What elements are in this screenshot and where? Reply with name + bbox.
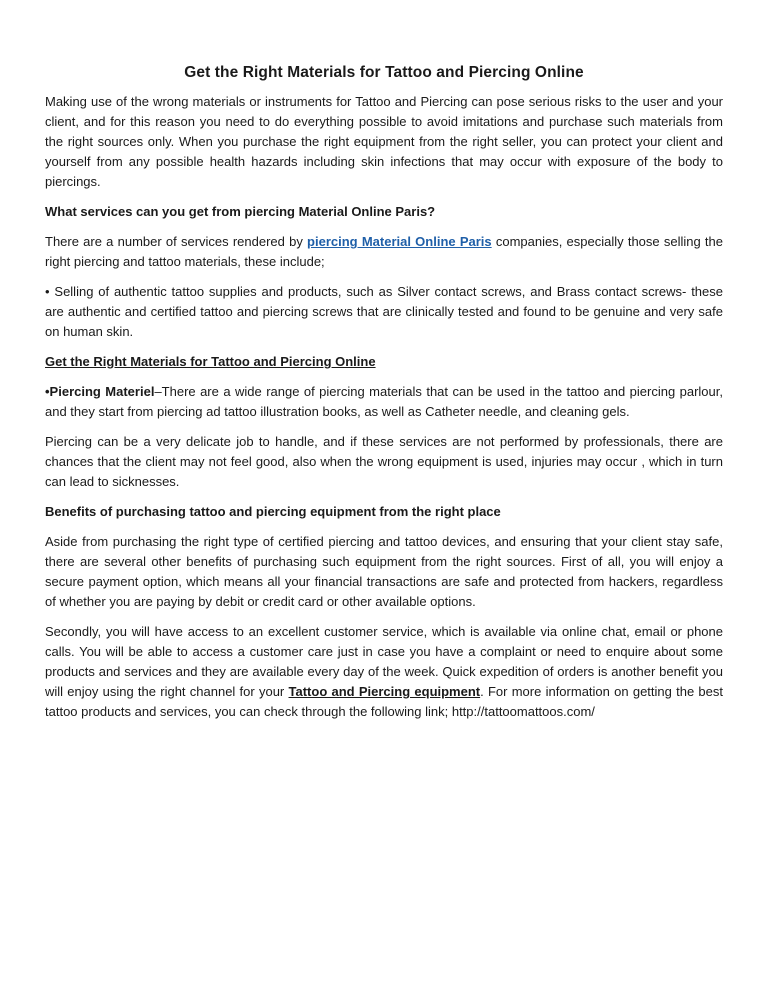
section-heading-services: What services can you get from piercing Material Online Paris? — [45, 204, 436, 219]
services-paragraph — [45, 232, 723, 272]
intro-paragraph: Making use of the wrong materials or instruments for Tattoo and Piercing can pose serious risks to the user and your client, and for this reason you need to do everything possible to avoid imitations and purchase such materials from the right sources only. When you purchase the right equipment from the right seller, you can protect your client and yourself from any possible health hazards including skin infections that may occur with exposure of the body to piercings. — [45, 94, 723, 189]
piercing-materiel-label: •Piercing Materiel — [45, 384, 155, 399]
document-title: Get the Right Materials for Tattoo and Piercing Online — [184, 64, 584, 81]
benefits-text-after: . For more information on getting the best tattoo products and services, you can check through the following link; http://tattoomattoos.com/ — [45, 684, 723, 719]
section-heading-materials: Get the Right Materials for Tattoo and Piercing Online — [45, 354, 376, 369]
benefits-paragraph-1: Aside from purchasing the right type of certified piercing and tattoo devices, and ensuring that your client stay safe, there are several other benefits of purchasing such equipment from the right sources. First of all, you will enjoy a secure payment option, which means all your financial transactions are safe and protected from hackers, regardless of whether you are paying by debit or credit card or other available options. — [45, 534, 723, 609]
benefits-text-before: Secondly, you will have access to an excellent customer service, which is available via online chat, email or phone calls. You will be able to access a customer care just in case you have a complaint or need to enquire about some products and services and they are available every day of the week. Quick expedition of orders is another benefit you will enjoy using the right channel for your — [45, 624, 723, 699]
tattoo-equipment-link[interactable]: Tattoo and Piercing equipment — [288, 684, 481, 699]
services-text-after: companies, especially those selling the right piercing and tattoo materials, these include; — [45, 234, 723, 269]
document-page — [45, 62, 723, 732]
section-heading-benefits: Benefits of purchasing tattoo and piercing equipment from the right place — [45, 504, 501, 519]
piercing-materiel-text: –There are a wide range of piercing materials that can be used in the tattoo and piercing parlour, and they start from piercing ad tattoo illustration books, as well as Catheter needle, and cleaning gels. — [45, 384, 723, 419]
piercing-material-link[interactable]: piercing Material Online Paris — [307, 234, 492, 249]
delicate-job-paragraph: Piercing can be a very delicate job to handle, and if these services are not performed by professionals, there are chances that the client may not feel good, also when the wrong equipment is used, injuries may occur , which in turn can lead to sicknesses. — [45, 434, 723, 489]
piercing-materiel-bullet — [45, 382, 723, 422]
screws-bullet: • Selling of authentic tattoo supplies and products, such as Silver contact screws, and Brass contact screws- these are authentic and certified tattoo and piercing screws that are clinically tested and found to be genuine and very safe on human skin. — [45, 284, 723, 339]
benefits-paragraph-2 — [45, 622, 723, 722]
services-text-before: There are a number of services rendered by — [45, 234, 308, 249]
